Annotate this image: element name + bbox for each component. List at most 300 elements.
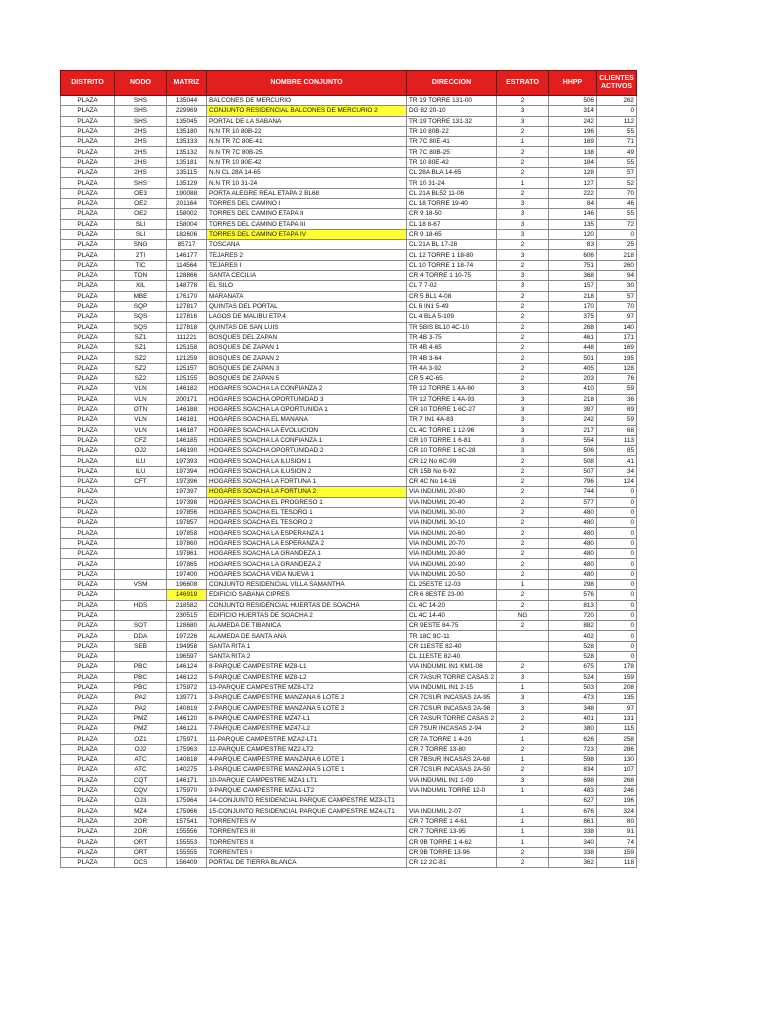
table-row	[61, 724, 637, 734]
cell-direccion: TR 12 TORRE 1 4A-60	[407, 384, 497, 394]
table-row	[61, 178, 637, 188]
cell-clientes-activos: 196	[597, 796, 637, 806]
cell-distrito: PLAZA	[61, 446, 115, 456]
cell-nombre-conjunto: PORTA ALEGRE REAL ETAPA 2 BL68	[207, 188, 407, 198]
cell-nodo: CFZ	[115, 435, 167, 445]
table-row	[61, 682, 637, 692]
cell-nodo: MBE	[115, 291, 167, 301]
cell-hhpp: 483	[549, 785, 597, 795]
cell-nombre-conjunto: HOGARES SOACHA EL TESORO 2	[207, 518, 407, 528]
cell-estrato: 2	[497, 168, 549, 178]
cell-hhpp: 314	[549, 106, 597, 116]
cell-estrato: 3	[497, 250, 549, 260]
cell-distrito: PLAZA	[61, 724, 115, 734]
cell-nodo	[115, 538, 167, 548]
cell-estrato: 2	[497, 744, 549, 754]
cell-clientes-activos: 195	[597, 353, 637, 363]
cell-direccion: CR 6 8ESTE 23-00	[407, 590, 497, 600]
cell-estrato: 1	[497, 827, 549, 837]
cell-clientes-activos: 57	[597, 168, 637, 178]
cell-hhpp: 796	[549, 476, 597, 486]
cell-clientes-activos: 258	[597, 734, 637, 744]
cell-direccion: CR 12 No 6C-99	[407, 456, 497, 466]
table-row	[61, 600, 637, 610]
cell-hhpp: 138	[549, 147, 597, 157]
cell-clientes-activos: 89	[597, 404, 637, 414]
cell-hhpp: 83	[549, 240, 597, 250]
cell-estrato: 2	[497, 528, 549, 538]
cell-matriz: 127816	[167, 312, 207, 322]
cell-matriz: 197396	[167, 476, 207, 486]
cell-distrito: PLAZA	[61, 662, 115, 672]
table-row	[61, 435, 637, 445]
cell-nombre-conjunto: CONJUNTO RESIDENCIAL VILLA SAMANTHA	[207, 579, 407, 589]
cell-nombre-conjunto: HOGARES SOACHA LA GRANDEZA 2	[207, 559, 407, 569]
cell-clientes-activos: 246	[597, 785, 637, 795]
table-row	[61, 713, 637, 723]
cell-clientes-activos: 71	[597, 137, 637, 147]
table-body	[61, 96, 637, 868]
cell-direccion: CL 12 TORRE 1 18-80	[407, 250, 497, 260]
cell-clientes-activos: 0	[597, 641, 637, 651]
cell-nodo: PA2	[115, 693, 167, 703]
cell-nodo: 2OR	[115, 827, 167, 837]
cell-estrato: 3	[497, 435, 549, 445]
cell-nodo	[115, 652, 167, 662]
cell-clientes-activos: 159	[597, 847, 637, 857]
cell-hhpp: 473	[549, 693, 597, 703]
cell-nombre-conjunto: N.N TR 7C 80E-41	[207, 137, 407, 147]
cell-clientes-activos: 324	[597, 806, 637, 816]
cell-nodo: OE2	[115, 198, 167, 208]
cell-nombre-conjunto: BOSQUES DEL ZAPAN	[207, 332, 407, 342]
cell-estrato	[497, 631, 549, 641]
cell-direccion: CR 7CSUR INCASAS 2A-98	[407, 703, 497, 713]
cell-nombre-conjunto: 4-PARQUE CAMPESTRE MANZANA 6 LOTE 1	[207, 755, 407, 765]
table-row	[61, 384, 637, 394]
cell-matriz: 128680	[167, 621, 207, 631]
cell-distrito: PLAZA	[61, 827, 115, 837]
cell-nodo: SHS	[115, 96, 167, 106]
cell-nodo: SEB	[115, 641, 167, 651]
cell-nodo	[115, 497, 167, 507]
table-row	[61, 456, 637, 466]
cell-matriz: 197393	[167, 456, 207, 466]
table-row	[61, 353, 637, 363]
cell-estrato: 2	[497, 157, 549, 167]
cell-estrato	[497, 796, 549, 806]
cell-nodo: PMZ	[115, 724, 167, 734]
cell-hhpp: 368	[549, 271, 597, 281]
cell-hhpp: 506	[549, 446, 597, 456]
cell-nodo	[115, 518, 167, 528]
cell-nodo: VLN	[115, 425, 167, 435]
cell-clientes-activos: 262	[597, 96, 637, 106]
cell-direccion: CL 28A BLA 14-65	[407, 168, 497, 178]
cell-nombre-conjunto: HOGARES SOACHA LA EVOLUCION	[207, 425, 407, 435]
cell-clientes-activos: 0	[597, 507, 637, 517]
cell-hhpp: 480	[549, 559, 597, 569]
cell-clientes-activos: 0	[597, 579, 637, 589]
cell-distrito: PLAZA	[61, 404, 115, 414]
cell-distrito: PLAZA	[61, 343, 115, 353]
cell-distrito: PLAZA	[61, 456, 115, 466]
cell-nodo: 2HS	[115, 126, 167, 136]
cell-distrito: PLAZA	[61, 168, 115, 178]
table-row	[61, 755, 637, 765]
table-row	[61, 569, 637, 579]
cell-estrato: 3	[497, 219, 549, 229]
cell-clientes-activos: 0	[597, 497, 637, 507]
cell-nombre-conjunto: TORRENTES I	[207, 847, 407, 857]
cell-hhpp: 217	[549, 425, 597, 435]
cell-matriz: 196597	[167, 652, 207, 662]
cell-estrato: 3	[497, 384, 549, 394]
cell-estrato: 2	[497, 549, 549, 559]
cell-estrato: 3	[497, 672, 549, 682]
cell-clientes-activos: 178	[597, 662, 637, 672]
table-row	[61, 415, 637, 425]
cell-matriz: 125158	[167, 343, 207, 353]
cell-distrito: PLAZA	[61, 816, 115, 826]
cell-hhpp: 675	[549, 662, 597, 672]
cell-clientes-activos: 113	[597, 435, 637, 445]
cell-nombre-conjunto: 1-PARQUE CAMPESTRE MANZANA 5 LOTE 1	[207, 765, 407, 775]
cell-matriz: 197865	[167, 559, 207, 569]
cell-direccion: CR 4 TORRE 1 10-75	[407, 271, 497, 281]
cell-hhpp: 218	[549, 394, 597, 404]
cell-matriz: 175966	[167, 806, 207, 816]
cell-direccion: TR 10 80B-22	[407, 126, 497, 136]
cell-clientes-activos: 85	[597, 446, 637, 456]
cell-clientes-activos: 0	[597, 229, 637, 239]
cell-hhpp: 626	[549, 734, 597, 744]
cell-distrito: PLAZA	[61, 796, 115, 806]
cell-matriz: 229969	[167, 106, 207, 116]
table-row	[61, 734, 637, 744]
cell-clientes-activos: 208	[597, 682, 637, 692]
cell-direccion: CR 5 4C-65	[407, 374, 497, 384]
cell-hhpp: 503	[549, 682, 597, 692]
cell-distrito: PLAZA	[61, 271, 115, 281]
cell-estrato: 2	[497, 147, 549, 157]
cell-direccion: VIA INDUMIL 20-40	[407, 497, 497, 507]
header-estrato: ESTRATO	[497, 71, 549, 96]
cell-estrato: 2	[497, 497, 549, 507]
cell-nodo: SHS	[115, 116, 167, 126]
table-row	[61, 116, 637, 126]
cell-nombre-conjunto: LAGOS DE MALIBU ETP.4	[207, 312, 407, 322]
table-row	[61, 538, 637, 548]
cell-nombre-conjunto: TORRENTES IV	[207, 816, 407, 826]
cell-nombre-conjunto: PORTAL DE LA SABANA	[207, 116, 407, 126]
cell-hhpp: 348	[549, 703, 597, 713]
cell-direccion: TR 7C 80B-25	[407, 147, 497, 157]
cell-estrato: 3	[497, 775, 549, 785]
cell-hhpp: 501	[549, 353, 597, 363]
cell-nombre-conjunto: HOGARES SOACHA OPORTUNIDAD 2	[207, 446, 407, 456]
cell-distrito: PLAZA	[61, 466, 115, 476]
cell-estrato: 3	[497, 116, 549, 126]
cell-clientes-activos: 0	[597, 528, 637, 538]
cell-hhpp: 720	[549, 610, 597, 620]
cell-nombre-conjunto: SANTA RITA 1	[207, 641, 407, 651]
cell-direccion: TR 4B 3-75	[407, 332, 497, 342]
cell-direccion: VIA INDUMIL IN1 2-15	[407, 682, 497, 692]
cell-distrito: PLAZA	[61, 394, 115, 404]
table-row	[61, 652, 637, 662]
cell-clientes-activos: 140	[597, 322, 637, 332]
cell-hhpp: 340	[549, 837, 597, 847]
cell-matriz: 175964	[167, 796, 207, 806]
cell-hhpp: 222	[549, 188, 597, 198]
cell-clientes-activos: 55	[597, 126, 637, 136]
cell-clientes-activos: 0	[597, 549, 637, 559]
cell-clientes-activos: 97	[597, 703, 637, 713]
cell-clientes-activos: 118	[597, 857, 637, 867]
cell-distrito: PLAZA	[61, 209, 115, 219]
cell-nodo: MZ4	[115, 806, 167, 816]
cell-nodo: CFT	[115, 476, 167, 486]
cell-direccion: TR 4A 3-92	[407, 363, 497, 373]
table-row	[61, 765, 637, 775]
cell-distrito: PLAZA	[61, 322, 115, 332]
cell-nombre-conjunto: TEJARES 2	[207, 250, 407, 260]
cell-nombre-conjunto: N.N TR 10 31-24	[207, 178, 407, 188]
cell-clientes-activos: 36	[597, 394, 637, 404]
cell-direccion: CR 7ASUR TORRE CASAS 2	[407, 713, 497, 723]
cell-nombre-conjunto: BOSQUES DE ZAPAN 2	[207, 353, 407, 363]
cell-matriz: 135045	[167, 116, 207, 126]
cell-clientes-activos: 49	[597, 147, 637, 157]
cell-direccion: DG 82 20-10	[407, 106, 497, 116]
cell-estrato: 3	[497, 281, 549, 291]
cell-estrato: 2	[497, 713, 549, 723]
table-row	[61, 610, 637, 620]
cell-matriz: 197857	[167, 518, 207, 528]
cell-nombre-conjunto: EL SILO	[207, 281, 407, 291]
cell-distrito: PLAZA	[61, 476, 115, 486]
table-row	[61, 816, 637, 826]
table-row	[61, 126, 637, 136]
cell-clientes-activos: 0	[597, 652, 637, 662]
cell-hhpp: 751	[549, 260, 597, 270]
cell-nombre-conjunto: TORRENTES II	[207, 837, 407, 847]
cell-nombre-conjunto: CONJUNTO RESIDENCIAL HUERTAS DE SOACHA	[207, 600, 407, 610]
cell-nombre-conjunto: HOGARES SOACHA LA ESPERANZA 2	[207, 538, 407, 548]
cell-direccion: CR 10 TORRE 1 6C-28	[407, 446, 497, 456]
cell-distrito: PLAZA	[61, 116, 115, 126]
cell-nodo: CQV	[115, 785, 167, 795]
cell-matriz: 197861	[167, 549, 207, 559]
cell-clientes-activos: 41	[597, 456, 637, 466]
cell-direccion: VIA INDUMIL 2-07	[407, 806, 497, 816]
cell-matriz: 125155	[167, 374, 207, 384]
cell-hhpp: 508	[549, 456, 597, 466]
cell-distrito: PLAZA	[61, 569, 115, 579]
cell-direccion: CR 7 TORRE 1 4-61	[407, 816, 497, 826]
cell-direccion: VIA INDUMIL 20-70	[407, 538, 497, 548]
cell-nodo: ATC	[115, 765, 167, 775]
cell-clientes-activos: 0	[597, 518, 637, 528]
table-row	[61, 363, 637, 373]
cell-clientes-activos: 169	[597, 343, 637, 353]
table-row	[61, 827, 637, 837]
cell-hhpp: 184	[549, 157, 597, 167]
cell-estrato: 2	[497, 126, 549, 136]
header-hhpp: HHPP	[549, 71, 597, 96]
table-row	[61, 693, 637, 703]
table-row	[61, 322, 637, 332]
cell-estrato: 2	[497, 363, 549, 373]
cell-hhpp: 242	[549, 116, 597, 126]
cell-distrito: PLAZA	[61, 96, 115, 106]
table-row	[61, 466, 637, 476]
cell-estrato: 2	[497, 291, 549, 301]
cell-nombre-conjunto: TOSCANA	[207, 240, 407, 250]
header-nombre-conjunto: NOMBRE CONJUNTO	[207, 71, 407, 96]
cell-nodo: SHS	[115, 106, 167, 116]
cell-estrato: 1	[497, 837, 549, 847]
cell-clientes-activos: 72	[597, 219, 637, 229]
cell-distrito: PLAZA	[61, 178, 115, 188]
table-row	[61, 579, 637, 589]
cell-hhpp: 169	[549, 137, 597, 147]
cell-estrato: 2	[497, 518, 549, 528]
cell-hhpp: 401	[549, 713, 597, 723]
cell-hhpp: 480	[549, 518, 597, 528]
cell-matriz: 175970	[167, 785, 207, 795]
cell-clientes-activos: 135	[597, 693, 637, 703]
cell-direccion: CL 18 TORRE 19-40	[407, 198, 497, 208]
cell-nombre-conjunto: HOGARES SOACHA LA FORTUNA 1	[207, 476, 407, 486]
cell-clientes-activos: 112	[597, 116, 637, 126]
cell-distrito: PLAZA	[61, 487, 115, 497]
cell-matriz: 175971	[167, 734, 207, 744]
cell-nombre-conjunto: HOGARES SOACHA LA OPORTUNIDA 1	[207, 404, 407, 414]
cell-matriz: 218582	[167, 600, 207, 610]
cell-direccion: CL 10 TORRE 1 18-74	[407, 260, 497, 270]
cell-estrato: 3	[497, 229, 549, 239]
cell-nombre-conjunto: HOGARES SOACHA OPORTUNIDAD 3	[207, 394, 407, 404]
cell-matriz: 146171	[167, 775, 207, 785]
cell-nodo: 2OR	[115, 816, 167, 826]
cell-nodo: ATC	[115, 755, 167, 765]
table-row	[61, 785, 637, 795]
cell-direccion: VIA INDUMIL 20-80	[407, 549, 497, 559]
table-row	[61, 188, 637, 198]
cell-hhpp: 528	[549, 652, 597, 662]
cell-distrito: PLAZA	[61, 384, 115, 394]
cell-nombre-conjunto: MARANATA	[207, 291, 407, 301]
cell-hhpp: 676	[549, 806, 597, 816]
cell-matriz: 140275	[167, 765, 207, 775]
cell-matriz: 146124	[167, 662, 207, 672]
table-row	[61, 528, 637, 538]
cell-distrito: PLAZA	[61, 250, 115, 260]
cell-estrato: 2	[497, 559, 549, 569]
cell-nodo: ORT	[115, 837, 167, 847]
cell-nodo: ORT	[115, 847, 167, 857]
cell-nodo: OJ3	[115, 796, 167, 806]
table-row	[61, 137, 637, 147]
table-row	[61, 343, 637, 353]
cell-hhpp: 524	[549, 672, 597, 682]
cell-matriz: 197400	[167, 569, 207, 579]
table-row	[61, 106, 637, 116]
cell-distrito: PLAZA	[61, 579, 115, 589]
cell-nodo	[115, 528, 167, 538]
cell-estrato: 2	[497, 765, 549, 775]
cell-matriz: 155556	[167, 827, 207, 837]
cell-clientes-activos: 0	[597, 631, 637, 641]
cell-clientes-activos: 74	[597, 837, 637, 847]
header-row	[61, 71, 637, 96]
cell-estrato: 1	[497, 816, 549, 826]
cell-matriz: 146181	[167, 415, 207, 425]
cell-hhpp: 127	[549, 178, 597, 188]
cell-distrito: PLAZA	[61, 672, 115, 682]
table-row	[61, 260, 637, 270]
cell-clientes-activos: 34	[597, 466, 637, 476]
cell-direccion: VIA INDUMIL 30-10	[407, 518, 497, 528]
cell-matriz: 197858	[167, 528, 207, 538]
cell-matriz: 128866	[167, 271, 207, 281]
cell-distrito: PLAZA	[61, 755, 115, 765]
cell-distrito: PLAZA	[61, 507, 115, 517]
cell-estrato: 2	[497, 466, 549, 476]
cell-nodo: PBC	[115, 682, 167, 692]
cell-nombre-conjunto: BOSQUES DE ZAPAN 5	[207, 374, 407, 384]
cell-direccion: CR 9 18-65	[407, 229, 497, 239]
cell-distrito: PLAZA	[61, 590, 115, 600]
cell-matriz: 146120	[167, 713, 207, 723]
cell-matriz: 197226	[167, 631, 207, 641]
cell-matriz: 157541	[167, 816, 207, 826]
cell-hhpp: 410	[549, 384, 597, 394]
cell-clientes-activos: 171	[597, 332, 637, 342]
cell-nodo	[115, 559, 167, 569]
cell-nodo: TON	[115, 271, 167, 281]
cell-nombre-conjunto: 7-PARQUE CAMPESTRE MZ47-L2	[207, 724, 407, 734]
cell-clientes-activos: 52	[597, 178, 637, 188]
cell-direccion: CL 18 8-67	[407, 219, 497, 229]
cell-direccion	[407, 796, 497, 806]
cell-distrito: PLAZA	[61, 693, 115, 703]
cell-distrito: PLAZA	[61, 806, 115, 816]
cell-matriz: 135115	[167, 168, 207, 178]
cell-estrato	[497, 641, 549, 651]
table-row	[61, 281, 637, 291]
table-row	[61, 374, 637, 384]
cell-nombre-conjunto: TORRES DEL CAMINO ETAPA III	[207, 219, 407, 229]
cell-nombre-conjunto: HOGARES SOACHA EL PROGRESO 1	[207, 497, 407, 507]
cell-estrato: 1	[497, 178, 549, 188]
cell-distrito: PLAZA	[61, 198, 115, 208]
cell-nodo: OTN	[115, 404, 167, 414]
table-row	[61, 198, 637, 208]
cell-estrato: 1	[497, 806, 549, 816]
cell-distrito: PLAZA	[61, 281, 115, 291]
cell-clientes-activos: 80	[597, 816, 637, 826]
cell-direccion: CR 7CSUR INCASAS 2A-50	[407, 765, 497, 775]
cell-estrato: 2	[497, 476, 549, 486]
cell-nodo: PBC	[115, 672, 167, 682]
cell-hhpp: 157	[549, 281, 597, 291]
cell-direccion: CR 10 TORRE 1 6C-27	[407, 404, 497, 414]
cell-nombre-conjunto: TORRENTES III	[207, 827, 407, 837]
table-row	[61, 487, 637, 497]
